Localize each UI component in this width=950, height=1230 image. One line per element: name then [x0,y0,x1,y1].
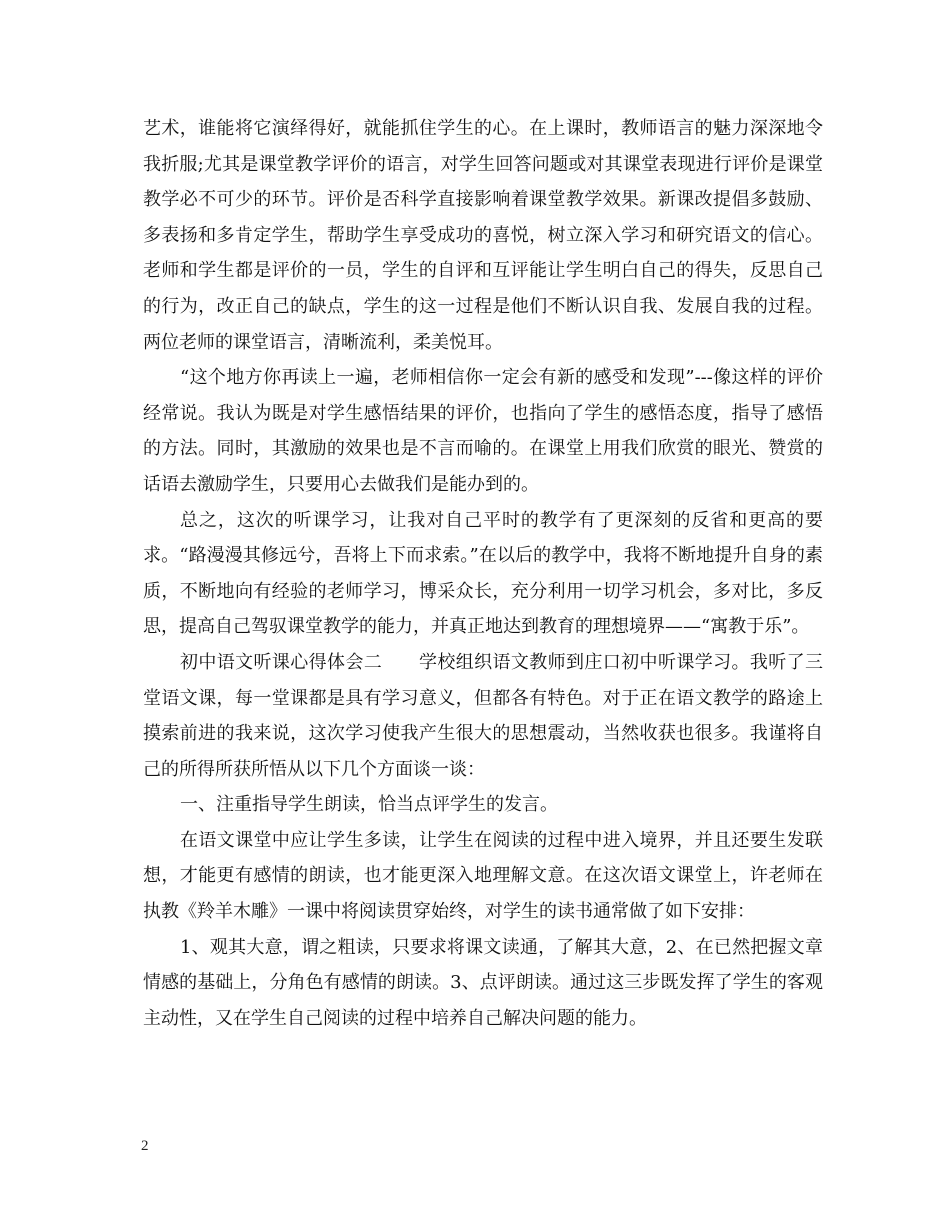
document-body [143,111,823,1036]
paragraph-reading-steps: 1、观其大意，谓之粗读，只要求将课文读通，了解其大意，2、在已然把握文章情感的基础上，分角色有感情的朗读。3、点评朗读。通过这三步既发挥了学生的客观主动性，又在学生自己阅读的过程中培养自己解决问题的能力。 [143,936,823,1029]
paragraph-second-essay-intro: 初中语文听课心得体会二 学校组织语文教师到庄口初中听课学习。我听了三堂语文课，每一堂课都是具有学习意义，但都各有特色。对于正在语文教学的路途上摸索前进的我来说，这次学习使我产生很大的思想震动，当然收获也很多。我谨将自己的所得所获所悟从以下几个方面谈一谈： [143,651,823,780]
paragraph-evaluation-language: 艺术，谁能将它演绎得好，就能抓住学生的心。在上课时，教师语言的魅力深深地令我折服;尤其是课堂教学评价的语言，对学生回答问题或对其课堂表现进行评价是课堂教学必不可少的环节。评价是否科学直接影响着课堂教学效果。新课改提倡多鼓励、多表扬和多肯定学生，帮助学生享受成功的喜悦，树立深入学习和研究语文的信心。老师和学生都是评价的一员，学生的自评和互评能让学生明白自己的得失，反思自己的行为，改正自己的缺点，学生的这一过程是他们不断认识自我、发展自我的过程。两位老师的课堂语言，清晰流利，柔美悦耳。 [143,118,823,353]
paragraph-teacher-quote: “这个地方你再读上一遍，老师相信你一定会有新的感受和发现”---像这样的评价经常说。我认为既是对学生感悟结果的评价，也指向了学生的感悟态度，指导了感悟的方法。同时，其激励的效果也是不言而喻的。在课堂上用我们欣赏的眼光、赞赏的话语去激励学生，只要用心去做我们是能办到的。 [143,367,823,495]
paragraph-summary: 总之，这次的听课学习，让我对自己平时的教学有了更深刻的反省和更高的要求。“路漫漫其修远兮，吾将上下而求索。”在以后的教学中，我将不断地提升自身的素质，不断地向有经验的老师学习，博采众长，充分利用一切学习机会，多对比，多反思，提高自己驾驭课堂教学的能力，并真正地达到教育的理想境界——“寓教于乐”。 [143,509,823,638]
paragraph-reading-guidance: 在语文课堂中应让学生多读，让学生在阅读的过程中进入境界，并且还要生发联想，才能更有感情的朗读，也才能更深入地理解文意。在这次语文课堂上，许老师在执教《羚羊木雕》一课中将阅读贯穿始终，对学生的读书通常做了如下安排： [143,829,823,923]
page-number: 2 [141,1138,149,1154]
paragraph-section-heading-one: 一、注重指导学生朗读，恰当点评学生的发言。 [180,794,558,816]
